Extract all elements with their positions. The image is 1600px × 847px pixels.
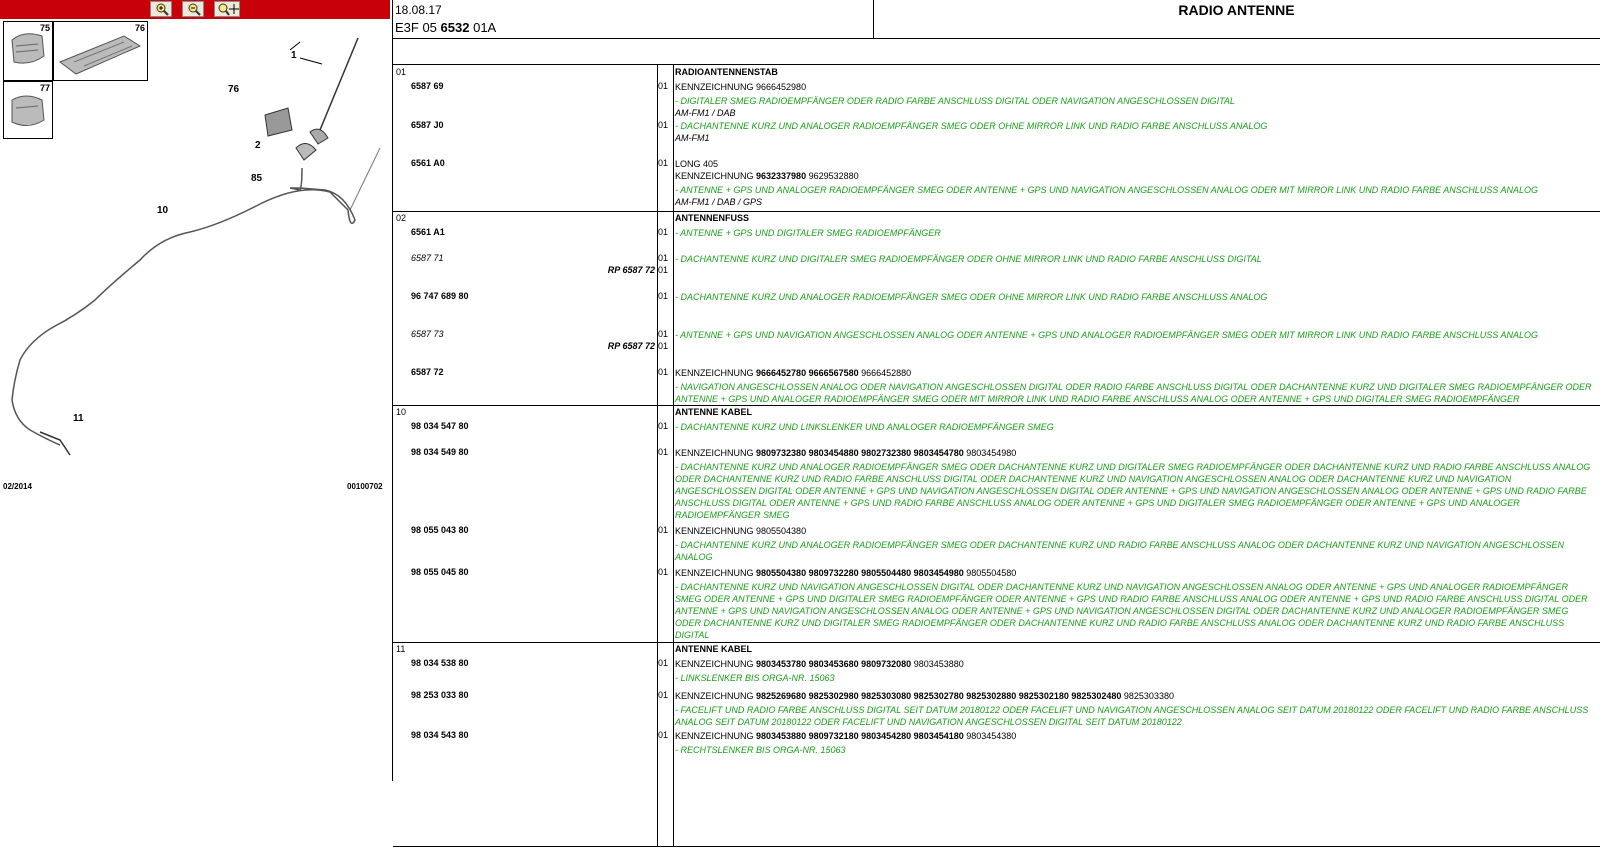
part-number-link[interactable]: 98 034 549 80	[411, 447, 469, 457]
header-date: 18.08.17	[395, 3, 442, 17]
group-title: RADIOANTENNENSTAB	[675, 67, 778, 77]
part-marking: KENNZEICHNUNG 9803453880 9809732180 9803454280 9803454180 9803454380	[675, 731, 1017, 741]
part-condition: - FACELIFT UND RADIO FARBE ANSCHLUSS DIGITAL SEIT DATUM 20180122 ODER FACELIFT UND NAVIGATION ANGESCHLOSSEN ANALOG SEIT DATUM 20180122 ODER FACELIFT UND RADIO FARBE ANSCHLUSS ANALOG SEIT DATUM 20180122 ODER FACELIFT UND NAVIGATION ANGESCHLOSSEN DIGITAL SEIT DATUM 20180122	[675, 705, 1589, 727]
part-number-link[interactable]: 98 055 045 80	[411, 567, 469, 577]
part-marking: KENNZEICHNUNG 9632337980 9629532880	[675, 171, 859, 181]
part-number-link[interactable]: 98 253 033 80	[411, 690, 469, 700]
part-condition: - DACHANTENNE KURZ UND ANALOGER RADIOEMPFÄNGER SMEG ODER DACHANTENNE KURZ UND RADIO FARBE ANSCHLUSS ANALOG ODER DACHANTENNE KURZ UND NAVIGATION ANGESCHLOSSEN ANALOG	[675, 540, 1564, 562]
zoom-in-icon	[151, 2, 171, 16]
quantity: 01	[658, 81, 669, 91]
quantity: 01	[658, 447, 669, 457]
part-condition: - DACHANTENNE KURZ UND LINKSLENKER UND ANALOGER RADIOEMPFÄNGER SMEG	[675, 422, 1054, 432]
part-number-link[interactable]: 6561 A0	[411, 158, 445, 168]
part-condition: - DACHANTENNE KURZ UND ANALOGER RADIOEMPFÄNGER SMEG ODER OHNE MIRROR LINK UND RADIO FARBE ANSCHLUSS ANALOG	[675, 292, 1268, 302]
thumbnail-label: 75	[39, 23, 50, 33]
part-group	[393, 642, 1600, 847]
callout-85: 85	[251, 173, 263, 184]
part-group	[393, 211, 1600, 406]
quantity: 01	[658, 421, 669, 431]
group-number: 01	[396, 67, 407, 77]
quantity: 01	[658, 690, 669, 700]
part-condition: - RECHTSLENKER BIS ORGA-NR. 15063	[675, 745, 846, 755]
quantity: 01	[658, 291, 669, 301]
quantity: 01	[658, 525, 669, 535]
part-number-link[interactable]: 6587 72	[411, 367, 444, 377]
diagram-code: 00100702	[347, 482, 383, 491]
part-condition: - DIGITALER SMEG RADIOEMPFÄNGER ODER RADIO FARBE ANSCHLUSS DIGITAL ODER NAVIGATION ANGESCHLOSSEN DIGITAL	[675, 96, 1235, 106]
quantity: 01	[658, 658, 669, 668]
callout-2: 2	[255, 140, 261, 151]
part-number-link[interactable]: 98 034 538 80	[411, 658, 469, 668]
part-condition: - DACHANTENNE KURZ UND NAVIGATION ANGESCHLOSSEN DIGITAL ODER DACHANTENNE KURZ UND NAVIGATION ANGESCHLOSSEN ANALOG ODER ANTENNE + GPS UND ANALOGER RADIOEMPFÄNGER SMEG ODER ANTENNE + GPS UND DIGITALER SMEG RADIOEMPFÄNGER ODER ANTENNE + GPS UND RADIO FARBE ANSCHLUSS ANALOG ODER ANTENNE + GPS UND RADIO FARBE ANSCHLUSS DIGITAL ODER ANTENNE + GPS UND NAVIGATION ANGESCHLOSSEN ANALOG ODER ANTENNE + GPS UND NAVIGATION ANGESCHLOSSEN DIGITAL ODER DACHANTENNE KURZ UND ANALOGER RADIOEMPFÄNGER SMEG ODER DACHANTENNE KURZ UND DIGITALER SMEG RADIOEMPFÄNGER ODER DACHANTENNE KURZ UND RADIO FARBE ANSCHLUSS ANALOG ODER DACHANTENNE KURZ UND RADIO FARBE ANSCHLUSS DIGITAL	[675, 582, 1588, 640]
quantity: 01	[658, 329, 669, 339]
quantity: 01	[658, 253, 669, 263]
part-number-link[interactable]: 98 034 547 80	[411, 421, 469, 431]
column-divider	[657, 405, 658, 642]
parts-header	[393, 0, 1600, 39]
part-condition: - DACHANTENNE KURZ UND ANALOGER RADIOEMPFÄNGER SMEG ODER DACHANTENNE KURZ UND DIGITALER SMEG RADIOEMPFÄNGER ODER DACHANTENNE KURZ UND RADIO FARBE ANSCHLUSS ANALOG ODER DACHANTENNE KURZ UND RADIO FARBE ANSCHLUSS DIGITAL ODER DACHANTENNE KURZ UND NAVIGATION ANGESCHLOSSEN ANALOG ODER DACHANTENNE KURZ UND NAVIGATION ANGESCHLOSSEN DIGITAL ODER ANTENNE + GPS UND NAVIGATION ANGESCHLOSSEN DIGITAL ODER ANTENNE + GPS UND NAVIGATION ANGESCHLOSSEN ANALOG ODER ANTENNE + GPS UND RADIO FARBE ANSCHLUSS DIGITAL ODER ANTENNE + GPS UND RADIO FARBE ANSCHLUSS ANALOG ODER ANTENNE + GPS UND DIGITALER SMEG RADIOEMPFÄNGER ODER ANTENNE + GPS UND ANALOGER RADIOEMPFÄNGER SMEG	[675, 462, 1591, 520]
zoom-pan-button[interactable]	[214, 1, 240, 17]
thumbnail-label: 77	[39, 83, 50, 93]
quantity: 01	[658, 120, 669, 130]
column-divider	[673, 642, 674, 846]
part-variant: AM-FM1 / DAB / GPS	[675, 197, 763, 207]
column-divider	[657, 642, 658, 846]
part-marking: KENNZEICHNUNG 9825269680 9825302980 9825303080 9825302780 9825302880 9825302180 9825302480 9825303380	[675, 691, 1174, 701]
part-number-link[interactable]: 98 034 543 80	[411, 730, 469, 740]
part-group	[393, 65, 1600, 212]
column-divider	[673, 405, 674, 642]
group-title: ANTENNE KABEL	[675, 407, 753, 417]
part-condition: - ANTENNE + GPS UND ANALOGER RADIOEMPFÄNGER SMEG ODER ANTENNE + GPS UND NAVIGATION ANGESCHLOSSEN ANALOG ODER MIT MIRROR LINK UND RADIO FARBE ANSCHLUSS ANALOG	[675, 185, 1538, 195]
part-marking: KENNZEICHNUNG 9666452980	[675, 82, 807, 92]
header-reference: E3F 05 6532 01A	[395, 20, 497, 35]
zoom-pan-icon	[215, 2, 239, 16]
quantity: 01	[658, 567, 669, 577]
callout-1: 1	[291, 50, 297, 61]
column-divider	[673, 211, 674, 405]
part-variant: AM-FM1	[675, 133, 710, 143]
part-variant: AM-FM1 / DAB	[675, 108, 736, 118]
diagram-date: 02/2014	[3, 482, 32, 491]
part-condition: - ANTENNE + GPS UND DIGITALER SMEG RADIOEMPFÄNGER	[675, 228, 941, 238]
callout-10: 10	[157, 205, 169, 216]
part-number-link[interactable]: 6587 73	[411, 329, 444, 339]
part-marking: KENNZEICHNUNG 9805504380	[675, 526, 807, 536]
part-condition: - DACHANTENNE KURZ UND DIGITALER SMEG RADIOEMPFÄNGER ODER OHNE MIRROR LINK UND RADIO FARBE ANSCHLUSS DIGITAL	[675, 254, 1262, 264]
quantity: 01	[658, 158, 669, 168]
diagram-panel	[0, 0, 390, 781]
part-number-link[interactable]: 6587 J0	[411, 120, 444, 130]
antenna-exploded-diagram	[0, 20, 390, 490]
group-number: 10	[396, 407, 407, 417]
part-condition: - NAVIGATION ANGESCHLOSSEN ANALOG ODER NAVIGATION ANGESCHLOSSEN DIGITAL ODER RADIO FARBE ANSCHLUSS DIGITAL ODER DACHANTENNE KURZ UND DIGITALER SMEG RADIOEMPFÄNGER ODER ANTENNE + GPS UND ANALOGER RADIOEMPFÄNGER SMEG ODER MIT MIRROR LINK UND RADIO FARBE ANSCHLUSS ANALOG ODER ANTENNE + GPS UND DIGITALER SMEG RADIOEMPFÄNGER	[675, 382, 1592, 404]
replacement-quantity: 01	[658, 341, 669, 351]
quantity: 01	[658, 227, 669, 237]
replacement-part[interactable]: RP 6587 72	[607, 265, 655, 275]
part-number-link[interactable]: 6587 69	[411, 81, 444, 91]
part-marking: KENNZEICHNUNG 9666452780 9666567580 9666452880	[675, 368, 912, 378]
part-marking: KENNZEICHNUNG 9805504380 9809732280 9805504480 9803454980 9805504580	[675, 568, 1017, 578]
part-number-link[interactable]: 6587 71	[411, 253, 444, 263]
part-number-link[interactable]: 6561 A1	[411, 227, 445, 237]
part-condition: - DACHANTENNE KURZ UND ANALOGER RADIOEMPFÄNGER SMEG ODER OHNE MIRROR LINK UND RADIO FARBE ANSCHLUSS ANALOG	[675, 121, 1268, 131]
group-number: 11	[396, 644, 406, 654]
callout-11: 11	[73, 413, 84, 424]
zoom-out-icon	[183, 2, 203, 16]
page-title: RADIO ANTENNE	[1178, 2, 1295, 18]
part-marking: KENNZEICHNUNG 9809732380 9803454880 9802732380 9803454780 9803454980	[675, 448, 1017, 458]
part-marking: KENNZEICHNUNG 9803453780 9803453680 9809732080 9803453880	[675, 659, 964, 669]
callout-76: 76	[228, 84, 240, 95]
replacement-part[interactable]: RP 6587 72	[607, 341, 655, 351]
part-number-link[interactable]: 98 055 043 80	[411, 525, 469, 535]
zoom-in-button[interactable]	[150, 1, 172, 17]
group-title: ANTENNE KABEL	[675, 644, 753, 654]
part-group	[393, 405, 1600, 643]
replacement-quantity: 01	[658, 265, 669, 275]
quantity: 01	[658, 730, 669, 740]
part-condition: - LINKSLENKER BIS ORGA-NR. 15063	[675, 673, 835, 683]
part-number-link[interactable]: 96 747 689 80	[411, 291, 469, 301]
zoom-out-button[interactable]	[182, 1, 204, 17]
part-spec: LONG 405	[675, 159, 719, 169]
thumbnail-label: 76	[134, 23, 145, 33]
column-divider	[673, 65, 674, 211]
diagram-toolbar	[0, 0, 390, 19]
group-title: ANTENNENFUSS	[675, 213, 750, 223]
quantity: 01	[658, 367, 669, 377]
group-number: 02	[396, 213, 407, 223]
part-condition: - ANTENNE + GPS UND NAVIGATION ANGESCHLOSSEN ANALOG ODER ANTENNE + GPS UND ANALOGER RADIOEMPFÄNGER SMEG ODER MIT MIRROR LINK UND RADIO FARBE ANSCHLUSS ANALOG	[675, 330, 1538, 340]
